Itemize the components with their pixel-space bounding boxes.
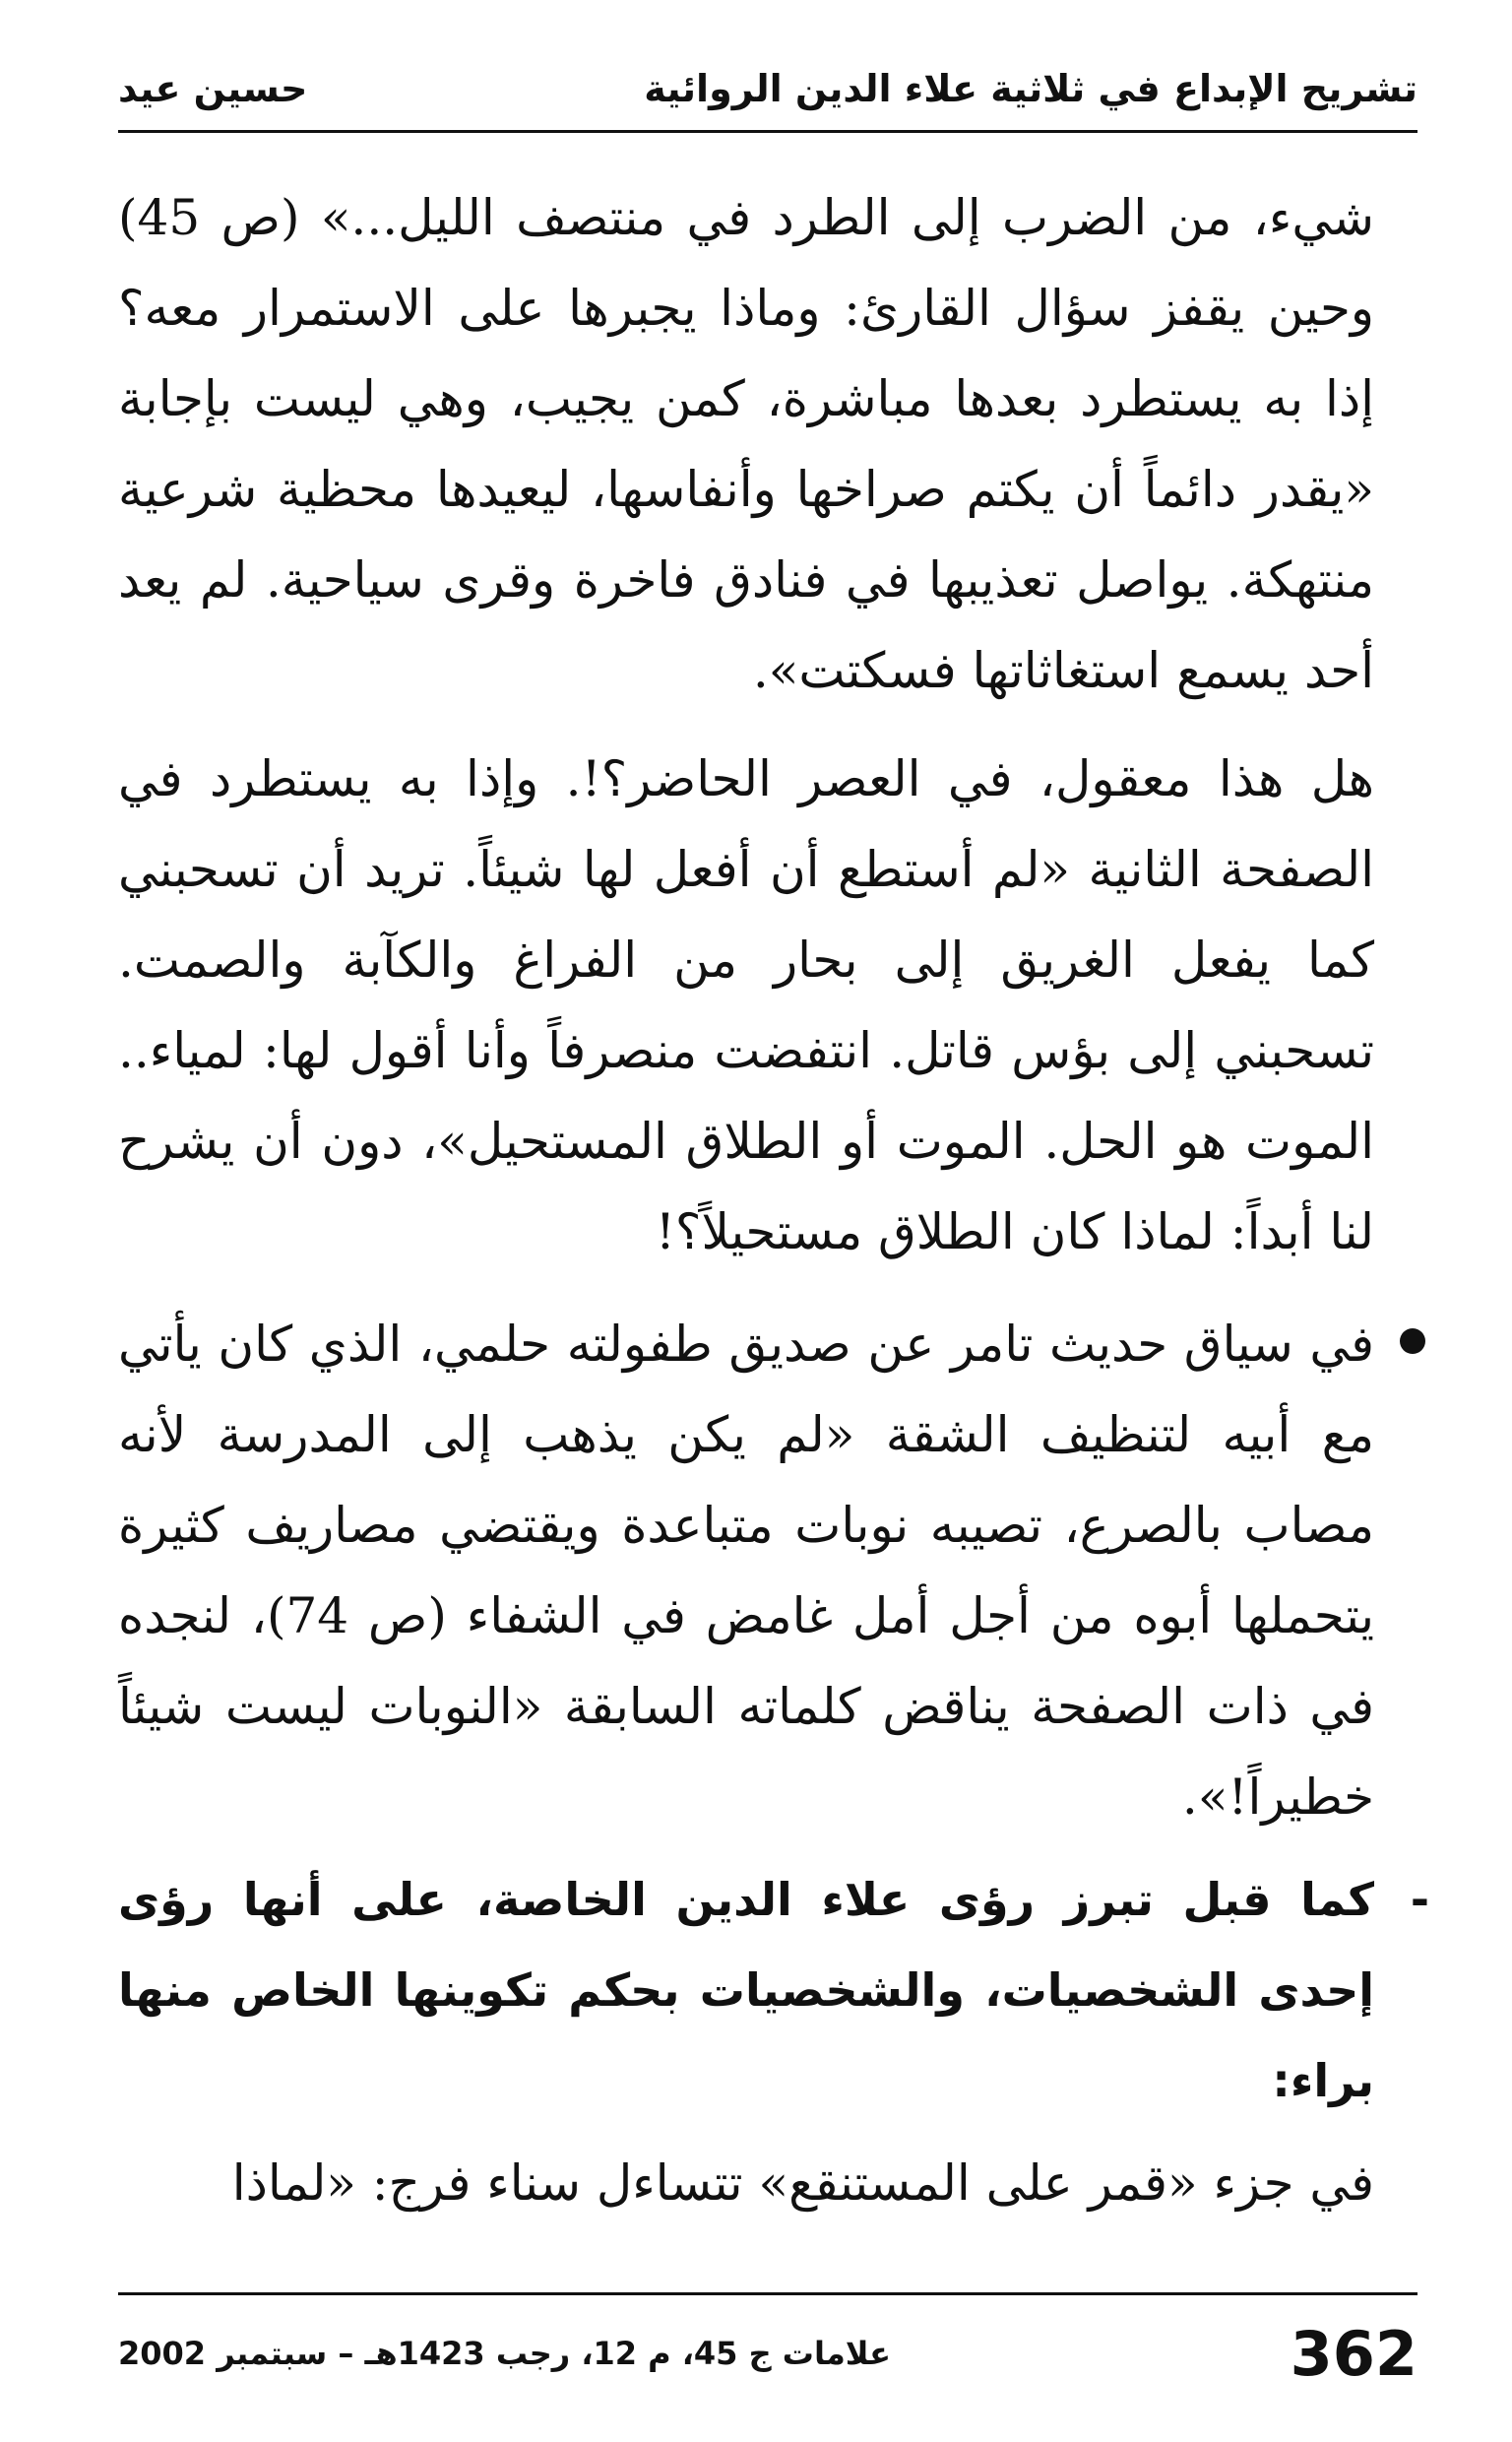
running-header [118, 49, 1418, 128]
header-rule [118, 130, 1418, 133]
running-footer [118, 2309, 1418, 2398]
dash-mark: - [1410, 1873, 1429, 1926]
bullet-paragraph [118, 1299, 1374, 1842]
paragraph-2: هل هذا معقول، في العصر الحاضر؟!. وإذا به يستطرد في الصفحة الثانية «لم أستطع أن أفعل لها شيئاً. تريد أن تسحبني كما يفعل الغريق إلى بحار من الفراغ والكآبة والصمت. تسحبني إلى بؤس قاتل. انتفضت منصرفاً وأنا أقول لها: لمياء.. الموت هو الحل. الموت أو الطلاق المستحيل»، دون أن يشرح لنا أبداً: لماذا كان الطلاق مستحيلاً؟! [118, 750, 1374, 1260]
footer-rule [118, 2292, 1418, 2295]
paragraph-5: في جزء «قمر على المستنقع» تتساءل سناء فرج: «لماذا [231, 2154, 1374, 2212]
page-number: 362 [1290, 2317, 1418, 2390]
article-body [118, 172, 1429, 2228]
paragraph-1: شيء، من الضرب إلى الطرد في منتصف الليل...» (ص 45) وحين يقفز سؤال القارئ: وماذا يجبرها على الاستمرار معه؟ إذا به يستطرد بعدها مباشرة، كمن يجيب، وهي ليست بإجابة «يقدر دائماً أن يكتم صراخها وأنفاسها، ليعيدها محظية شرعية منتهكة. يواصل تعذيبها في فنادق فاخرة وقرى سياحية. لم يعد أحد يسمع استغاثاتها فسكتت». [118, 189, 1374, 699]
bullet-dot-icon [1400, 1328, 1425, 1354]
bullet-paragraph-text: في سياق حديث تامر عن صديق طفولته حلمي، الذي كان يأتي مع أبيه لتنظيف الشقة «لم يكن يذهب إلى المدرسة لأنه مصاب بالصرع، تصيبه نوبات متباعدة ويقتضي مصاريف كثيرة يتحملها أبوه من أجل أمل غامض في الشفاء (ص 74)، لنجده في ذات الصفحة يناقض كلماته السابقة «النوبات ليست شيئاً خطيراً!». [118, 1316, 1375, 1826]
dash-paragraph [118, 1854, 1429, 2126]
article-title: تشريح الإبداع في ثلاثية علاء الدين الروائية [644, 67, 1418, 110]
journal-info: علامات ج 45، م 12، رجب 1423هـ – سبتمبر 2002 [118, 2335, 891, 2372]
author-name: حسين عيد [118, 67, 308, 110]
dash-paragraph-text: كما قبل تبرز رؤى علاء الدين الخاصة، على أنها رؤى إحدى الشخصيات، والشخصيات بحكم تكوينها الخاص منها براء: [118, 1873, 1374, 2107]
